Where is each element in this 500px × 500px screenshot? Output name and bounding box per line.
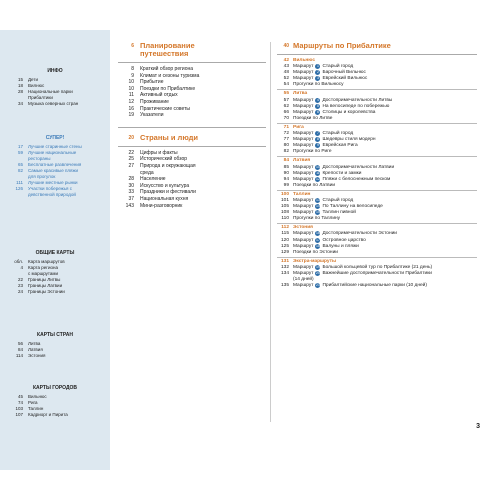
toc-entry bbox=[118, 196, 266, 203]
divider bbox=[118, 127, 266, 128]
sidebar-entry-label: Бесплатные развлечения bbox=[28, 162, 82, 167]
toc-entry-page: 8 bbox=[131, 66, 134, 72]
toc-entry-label: Мини-разговорник bbox=[140, 202, 183, 209]
middle-column bbox=[118, 42, 266, 209]
route-entry-page: 120 bbox=[280, 237, 289, 243]
route-number-badge: 11 bbox=[316, 170, 320, 175]
toc-entry-page: 10 bbox=[128, 85, 134, 92]
sidebar-countries-section bbox=[0, 332, 110, 359]
route-number-badge: 7 bbox=[316, 131, 319, 136]
route-entry-label: Старый город bbox=[322, 64, 354, 70]
sidebar-entry-page: 18 bbox=[17, 83, 23, 88]
region-heading: Вильнюс bbox=[293, 58, 316, 63]
route-entry-content bbox=[293, 116, 332, 122]
divider bbox=[277, 257, 477, 258]
route-label: Маршрут bbox=[293, 143, 314, 149]
planning-page-num: 6 bbox=[131, 43, 134, 49]
toc-entry-label: Проживание bbox=[140, 98, 169, 105]
route-entry-page: 70 bbox=[283, 115, 289, 121]
toc-entry-page: 12 bbox=[128, 98, 134, 105]
route-label: Маршрут bbox=[293, 204, 314, 210]
route-number-badge: 12 bbox=[316, 176, 320, 181]
toc-entry bbox=[118, 92, 266, 99]
sidebar-entry-label: с маршрутами bbox=[28, 271, 59, 276]
route-entry-page: 105 bbox=[280, 204, 289, 210]
route-entry-page: 112 bbox=[281, 225, 289, 231]
route-entry-label: Столицы и королевства bbox=[322, 109, 376, 115]
sidebar-entry-label: Участки побережья с bbox=[28, 186, 72, 191]
routes-column bbox=[277, 42, 477, 289]
toc-entry-page: 22 bbox=[128, 149, 134, 156]
sidebar-entry bbox=[0, 289, 110, 295]
route-entry-label: Прогулки по Таллину bbox=[293, 216, 341, 222]
route-entry-page: 48 bbox=[283, 70, 289, 76]
sidebar-super-section bbox=[0, 135, 110, 198]
sidebar-entry-page: 22 bbox=[17, 277, 23, 282]
sidebar-entry-label: Национальные парки bbox=[28, 89, 73, 94]
route-entry-page: 85 bbox=[283, 164, 289, 170]
toc-entry-page: 19 bbox=[128, 112, 134, 119]
toc-entry-page: 10 bbox=[128, 79, 134, 86]
sidebar-entry-page: 34 bbox=[17, 101, 23, 106]
route-number-badge: 18 bbox=[316, 243, 320, 248]
route-entry-page: 57 bbox=[283, 97, 289, 103]
sidebar-maps-section bbox=[0, 250, 110, 295]
sidebar-entry-label: для прогулок bbox=[28, 174, 56, 179]
route-entry-content bbox=[293, 283, 427, 289]
planning-list bbox=[118, 66, 266, 119]
region-heading: Таллин bbox=[293, 191, 311, 197]
route-entry-label: (14 дней) bbox=[293, 277, 314, 283]
route-label: Маршрут bbox=[293, 97, 314, 103]
route-label: Маршрут bbox=[293, 70, 314, 76]
region-heading: Рига bbox=[293, 124, 304, 130]
route-label: Маршрут bbox=[293, 197, 314, 203]
route-entry-label: На велосипеде по побережью bbox=[322, 103, 390, 109]
route-entry-page: 100 bbox=[280, 191, 289, 197]
people-heading bbox=[118, 134, 266, 142]
sidebar-super-title: СУПЕР! bbox=[45, 135, 65, 141]
route-entry-page: 72 bbox=[283, 131, 289, 137]
route-entry-page: 80 bbox=[283, 143, 289, 149]
route-entry-label: Островное царство bbox=[322, 237, 366, 243]
route-entry-page: 94 bbox=[283, 176, 289, 182]
sidebar-entry-page: 59 bbox=[17, 150, 23, 155]
route-entry bbox=[277, 82, 477, 88]
route-label: Маршрут bbox=[293, 243, 314, 249]
route-entry-page: 66 bbox=[283, 109, 289, 115]
route-entry-label: Старый город bbox=[322, 131, 354, 137]
toc-entry-page: 33 bbox=[128, 189, 134, 196]
sidebar-entry-label: Границы Эстонии bbox=[28, 289, 65, 294]
route-entry-label: Достопримечательности Латвии bbox=[322, 164, 395, 170]
route-entry-label: Прибалтийские национальные парки (10 дней) bbox=[322, 283, 427, 289]
region-heading: Литва bbox=[293, 91, 308, 97]
route-entry-page: 55 bbox=[283, 91, 289, 97]
toc-entry bbox=[118, 170, 266, 177]
sidebar-entry-page: 15 bbox=[17, 77, 23, 82]
sidebar-entry-page: 126 bbox=[15, 186, 23, 191]
route-entry-label: Важнейшие достопримечательности Прибалтики bbox=[322, 271, 432, 276]
sidebar-maps-title: ОБЩИЕ КАРТЫ bbox=[35, 250, 75, 256]
sidebar-entry-page: 24 bbox=[17, 289, 23, 294]
route-entry-label: Достопримечательности Эстонии bbox=[322, 231, 397, 237]
sidebar-entry-page: 28 bbox=[17, 89, 23, 94]
route-number-badge: 9 bbox=[316, 143, 319, 148]
route-entry-page: 129 bbox=[280, 249, 289, 255]
toc-entry-label: Краткий обзор региона bbox=[140, 66, 194, 72]
sidebar-info-title: ИНФО bbox=[47, 68, 63, 74]
route-entry-label: Большой кольцевой тур по Прибалтике (21 день) bbox=[322, 264, 433, 270]
sidebar-entry-label: Лучшие местные рынки bbox=[28, 180, 78, 185]
route-entry-page: 135 bbox=[280, 283, 289, 289]
sidebar-entry-page: обл. bbox=[14, 259, 23, 264]
toc-entry-label: Национальная кухня bbox=[140, 195, 189, 202]
region-heading: Эстония bbox=[293, 225, 313, 231]
sidebar-info-section bbox=[0, 68, 110, 107]
route-label: Маршрут bbox=[293, 109, 314, 115]
sidebar-cities-title: КАРТЫ ГОРОДОВ bbox=[32, 385, 78, 391]
sidebar-entry-label: Лучшие старинные стены bbox=[28, 144, 82, 149]
divider bbox=[277, 190, 477, 191]
route-entry-label: Барочный Вильнюс bbox=[322, 70, 366, 76]
route-entry-page: 52 bbox=[283, 76, 289, 82]
sidebar-entry bbox=[0, 101, 110, 107]
toc-entry-page: 30 bbox=[128, 182, 134, 189]
route-number-badge: 17 bbox=[316, 237, 320, 242]
route-entry-page: 108 bbox=[280, 210, 289, 216]
routes-title: Маршруты по Прибалтике bbox=[293, 41, 391, 50]
route-number-badge: 5 bbox=[316, 103, 319, 108]
toc-entry-page: 9 bbox=[131, 72, 134, 79]
route-entry-label: Крепости и замки bbox=[322, 170, 362, 176]
route-entry-page: 71 bbox=[283, 124, 289, 130]
sidebar-cities-section bbox=[0, 385, 110, 418]
sidebar-entry-page: 107 bbox=[15, 412, 23, 417]
people-page-num: 20 bbox=[128, 134, 134, 141]
toc-entry-label: Климат и сезоны туризма bbox=[140, 72, 200, 79]
sidebar-entry-label: Литва bbox=[28, 341, 41, 346]
sidebar-entry-label: девственной природой bbox=[28, 192, 76, 197]
sidebar-entry-label: Таллин bbox=[28, 406, 44, 411]
toc-entry bbox=[118, 79, 266, 86]
sidebar-entry-label: Вильнюс bbox=[28, 394, 47, 399]
toc-entry bbox=[118, 189, 266, 196]
route-number-badge: 10 bbox=[316, 164, 320, 169]
route-entry-page: 125 bbox=[280, 243, 289, 249]
route-entry-label: Валуны и пляжи bbox=[322, 243, 359, 249]
toc-entry-label: среда bbox=[140, 169, 154, 176]
toc-entry-page: 143 bbox=[125, 202, 134, 209]
route-entry-content bbox=[293, 183, 335, 189]
route-number-badge: 2 bbox=[316, 70, 319, 75]
route-entry-label: Еврейский Вильнюс bbox=[322, 76, 368, 82]
route-entry bbox=[277, 149, 477, 155]
route-entry-label: Поездки по Латвии bbox=[293, 182, 336, 188]
sidebar-entry-label: Кадриорг и Пирита bbox=[28, 412, 68, 417]
sidebar-entry-label: Границы Латвии bbox=[28, 283, 63, 288]
route-number-badge: 19 bbox=[316, 264, 320, 269]
sidebar-entry-page: 114 bbox=[15, 353, 23, 358]
planning-heading bbox=[118, 42, 266, 58]
sidebar-entry-page bbox=[0, 192, 28, 198]
toc-entry-label: Цифры и факты bbox=[140, 149, 178, 156]
sidebar-entry-page: 111 bbox=[16, 180, 23, 185]
route-number-badge: 6 bbox=[316, 109, 319, 114]
route-number-badge: 3 bbox=[316, 76, 319, 81]
route-label: Маршрут bbox=[293, 271, 314, 276]
sidebar-entry-page: 4 bbox=[20, 265, 23, 270]
toc-entry-page bbox=[118, 170, 140, 177]
sidebar-entry-label: Музыка северных стран bbox=[28, 101, 79, 106]
route-number-badge: 1 bbox=[316, 64, 319, 69]
route-entry-label: Достопримечательности Литвы bbox=[322, 97, 393, 103]
route-number-badge: 21 bbox=[316, 283, 320, 288]
route-label: Маршрут bbox=[293, 103, 314, 109]
sidebar-entry-page: 45 bbox=[17, 394, 23, 399]
sidebar-entry-page: 65 bbox=[17, 162, 23, 167]
toc-entry-page: 25 bbox=[128, 156, 134, 163]
route-label: Маршрут bbox=[293, 210, 314, 216]
route-entry-label: Еврейская Рига bbox=[322, 143, 358, 149]
toc-entry-page: 11 bbox=[128, 92, 134, 99]
toc-entry bbox=[118, 183, 266, 190]
toc-entry-label: Указатели bbox=[140, 112, 164, 119]
sidebar-entry-page: 74 bbox=[17, 400, 23, 405]
routes-list bbox=[277, 58, 477, 289]
toc-entry-label: Природа и окружающая bbox=[140, 162, 196, 169]
page-number: 3 bbox=[476, 423, 480, 430]
route-label: Маршрут bbox=[293, 176, 314, 182]
route-entry-page: 84 bbox=[283, 158, 289, 164]
route-entry-page: 132 bbox=[280, 264, 289, 270]
route-entry-content bbox=[293, 82, 344, 88]
sidebar-entry-label: Лучшие национальные bbox=[28, 150, 77, 155]
route-number-badge: 15 bbox=[316, 210, 320, 215]
sidebar-entry-label: Самые красивые пляжи bbox=[28, 168, 79, 173]
toc-entry bbox=[118, 73, 266, 80]
route-entry-label: Старый город bbox=[322, 197, 354, 203]
route-entry bbox=[277, 250, 477, 256]
route-entry-page: 82 bbox=[283, 149, 289, 155]
toc-entry-page: 37 bbox=[128, 195, 134, 202]
route-number-badge: 8 bbox=[316, 137, 319, 142]
toc-entry bbox=[118, 66, 266, 73]
toc-entry-label: Искусство и культура bbox=[140, 182, 190, 189]
sidebar-entry bbox=[0, 412, 110, 418]
route-entry-page: 115 bbox=[281, 231, 289, 237]
routes-page-num: 40 bbox=[283, 43, 289, 49]
sidebar-entry-label: рестораны bbox=[28, 156, 51, 161]
route-entry-page: 43 bbox=[283, 64, 289, 70]
toc-entry bbox=[118, 176, 266, 183]
toc-entry-page: 27 bbox=[128, 162, 134, 169]
toc-entry-label: Исторический обзор bbox=[140, 156, 188, 163]
route-number-badge: 14 bbox=[316, 204, 320, 209]
planning-title-line2: путешествия bbox=[140, 49, 189, 58]
sidebar-entry-label: Рига bbox=[28, 400, 38, 405]
route-entry-label: Пляжи с белоснежным песком bbox=[322, 176, 391, 182]
route-entry-page: 42 bbox=[283, 58, 289, 63]
toc-entry-label: Поездки по Прибалтике bbox=[140, 85, 196, 92]
sidebar-entry-label: Границы Литвы bbox=[28, 277, 61, 282]
people-title: Страны и люди bbox=[140, 132, 198, 142]
sidebar-entry-page: 17 bbox=[17, 144, 23, 149]
sidebar-entry-page: 82 bbox=[17, 168, 23, 173]
sidebar-entry-label: Эстония bbox=[28, 353, 46, 358]
route-entry-content bbox=[293, 250, 338, 256]
toc-entry-page: 16 bbox=[128, 105, 134, 112]
route-entry-page: 62 bbox=[283, 103, 289, 109]
toc-entry-label: Население bbox=[140, 176, 166, 183]
sidebar-countries-title: КАРТЫ СТРАН bbox=[37, 332, 73, 338]
toc-entry bbox=[118, 163, 266, 170]
route-label: Маршрут bbox=[293, 64, 314, 70]
toc-entry-label: Активный отдых bbox=[140, 92, 178, 99]
sidebar-entry-page: 103 bbox=[15, 406, 23, 411]
route-entry-content bbox=[293, 216, 340, 222]
route-entry-label: Таллин пивной bbox=[322, 210, 356, 216]
divider bbox=[277, 123, 477, 124]
route-number-badge: 4 bbox=[316, 97, 319, 102]
sidebar-entry-label: Карта маршрутов bbox=[28, 259, 65, 264]
sidebar-entry-label: Карта региона bbox=[28, 265, 58, 270]
divider bbox=[118, 62, 266, 63]
route-label: Маршрут bbox=[293, 237, 314, 243]
route-entry-label: Шедевры стиля модерн bbox=[322, 137, 376, 143]
route-entry-content bbox=[293, 149, 332, 155]
routes-heading bbox=[277, 42, 477, 50]
route-number-badge: 13 bbox=[316, 197, 320, 202]
route-entry-label: Поездки по Литве bbox=[293, 115, 333, 121]
divider bbox=[277, 54, 477, 55]
route-entry-page: 54 bbox=[283, 82, 289, 88]
route-entry-label: Прогулки по Вильнюсу bbox=[293, 82, 344, 88]
route-entry bbox=[277, 116, 477, 122]
route-number-badge: 20 bbox=[316, 271, 320, 275]
toc-entry bbox=[118, 156, 266, 163]
route-label: Маршрут bbox=[293, 231, 314, 237]
divider bbox=[118, 146, 266, 147]
route-entry-page: 131 bbox=[280, 258, 289, 264]
route-label: Маршрут bbox=[293, 170, 314, 176]
route-entry-label: Поездки по Эстонии bbox=[293, 249, 338, 255]
sidebar-entry-page: 23 bbox=[17, 283, 23, 288]
route-label: Маршрут bbox=[293, 264, 314, 270]
sidebar-entry-page: 84 bbox=[17, 347, 23, 352]
route-entry-page: 77 bbox=[283, 137, 289, 143]
toc-entry-page: 28 bbox=[128, 176, 134, 183]
route-entry-page: 110 bbox=[281, 216, 289, 222]
route-entry-page: 134 bbox=[280, 271, 289, 276]
toc-entry-label: Прибытие bbox=[140, 79, 164, 86]
route-entry-page: 99 bbox=[283, 182, 289, 188]
toc-entry bbox=[118, 203, 266, 210]
route-entry-page: 90 bbox=[283, 170, 289, 176]
region-heading: Экстра-маршруты bbox=[293, 258, 337, 264]
toc-entry bbox=[118, 99, 266, 106]
route-number-badge: 16 bbox=[316, 231, 320, 236]
toc-entry-label: Практические советы bbox=[140, 105, 190, 112]
sidebar-entry-label: Вилнюс bbox=[28, 83, 45, 88]
sidebar-entry-page: 56 bbox=[17, 341, 23, 346]
route-entry-label: По Таллину на велосипеде bbox=[322, 204, 383, 210]
route-entry bbox=[277, 283, 477, 289]
route-entry bbox=[277, 216, 477, 222]
route-label: Маршрут bbox=[293, 137, 314, 143]
route-entry-page: 101 bbox=[280, 197, 289, 203]
planning-title-line1: Планирование bbox=[140, 41, 195, 50]
toc-entry bbox=[118, 106, 266, 113]
column-divider bbox=[270, 42, 271, 422]
route-label: Маршрут bbox=[293, 283, 314, 289]
people-list bbox=[118, 150, 266, 209]
toc-entry-label: Праздники и фестивали bbox=[140, 189, 196, 196]
route-entry bbox=[277, 183, 477, 189]
sidebar-entry-label: Дети bbox=[28, 77, 38, 82]
route-label: Маршрут bbox=[293, 164, 314, 170]
route-entry-label: Прогулки по Риге bbox=[293, 149, 332, 155]
toc-entry bbox=[118, 112, 266, 119]
route-label: Маршрут bbox=[293, 131, 314, 137]
region-heading: Латвия bbox=[293, 158, 311, 164]
divider bbox=[277, 89, 477, 90]
route-label: Маршрут bbox=[293, 76, 314, 82]
sidebar-entry-label: Прибалтики bbox=[28, 95, 53, 100]
sidebar-entry bbox=[0, 192, 110, 198]
sidebar bbox=[0, 30, 110, 470]
sidebar-entry-label: Латвия bbox=[28, 347, 43, 352]
sidebar-entry bbox=[0, 353, 110, 359]
